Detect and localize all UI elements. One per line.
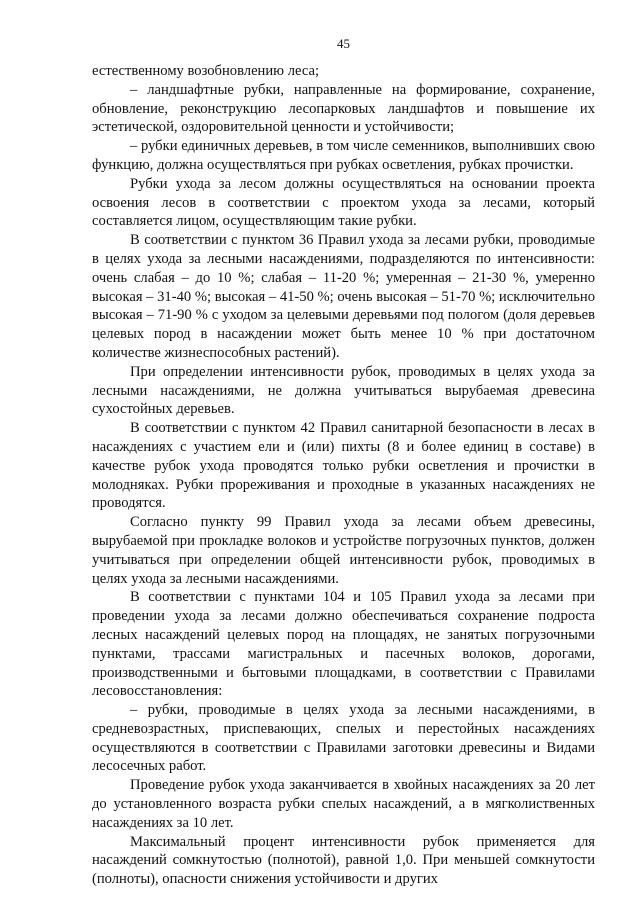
paragraph-4: Рубки ухода за лесом должны осуществляться на основании проекта освоения лесов в соответствии с проектом ухода за лесами, который составляется лицом, осуществляющим такие рубки. <box>92 175 595 230</box>
page-number: 45 <box>337 36 350 51</box>
paragraph-8: Согласно пункту 99 Правил ухода за лесами объем древесины, вырубаемой при прокладке волоков и устройстве погрузочных пунктов, должен учитываться при определении общей интенсивности рубок, проводимых в целях ухода за лесными насаждениями. <box>92 514 595 587</box>
paragraph-6: При определении интенсивности рубок, проводимых в целях ухода за лесными насаждениями, не должна учитываться вырубаемая древесина сухостойных деревьев. <box>92 363 595 418</box>
paragraph-2: – ландшафтные рубки, направленные на формирование, сохранение, обновление, реконструкцию лесопарковых ландшафтов и повышение их эстетической, оздоровительной ценности и устойчивости; <box>92 81 595 136</box>
document-page <box>92 0 595 905</box>
paragraph-10: – рубки, проводимые в целях ухода за лесными насаждениями, в средневозрастных, приспевающих, спелых и перестойных насаждениях осуществляются в соответствии с Правилами заготовки древесины и Видами лесосечных работ. <box>92 702 595 775</box>
paragraph-3: – рубки единичных деревьев, в том числе семенников, выполнивших свою функцию, должна осуществляться при рубках осветления, рубках прочистки. <box>92 138 595 173</box>
paragraph-11: Проведение рубок ухода заканчивается в хвойных насаждениях за 20 лет до установленного возраста рубки спелых насаждений, а в мягколиственных насаждениях за 10 лет. <box>92 777 595 831</box>
paragraph-7: В соответствии с пунктом 42 Правил санитарной безопасности в лесах в насаждениях с участием ели и (или) пихты (8 и более единиц в составе) в качестве рубок ухода проводятся только рубки осветления и прочистки в молодняках. Рубки прореживания и проходные в указанных насаждениях не проводятся. <box>92 420 595 512</box>
paragraph-12: Максимальный процент интенсивности рубок применяется для насаждений сомкнутостью (полнотой), равной 1,0. При меньшей сомкнутости (полноты), опасности снижения устойчивости и других <box>92 833 595 888</box>
document-body <box>92 62 595 889</box>
paragraph-9: В соответствии с пунктами 104 и 105 Правил ухода за лесами при проведении ухода за лесами должно обеспечиваться сохранение подроста лесных насаждений целевых пород на площадях, не занятых погрузочными пунктами, трассами магистральных и пасечных волоков, дорогами, производственными и бытовыми площадками, в соответствии с Правилами лесовосстановления: <box>92 589 595 700</box>
paragraph-5: В соответствии с пунктом 36 Правил ухода за лесами рубки, проводимые в целях ухода за лесными насаждениями, подразделяются по интенсивности: очень слабая – до 10 %; слабая – 11-20 %; умеренная – 21-30 %, умеренно высокая – 31-40 %; высокая – 41-50 %; очень высокая – 51-70 %; исключительно высокая – 71-90 % с уходом за целевыми деревьями под пологом (доля деревьев целевых пород в насаждении может быть менее 10 % при достаточном количестве жизнеспособных растений). <box>92 232 595 361</box>
paragraph-1: естественному возобновлению леса; <box>92 63 320 79</box>
